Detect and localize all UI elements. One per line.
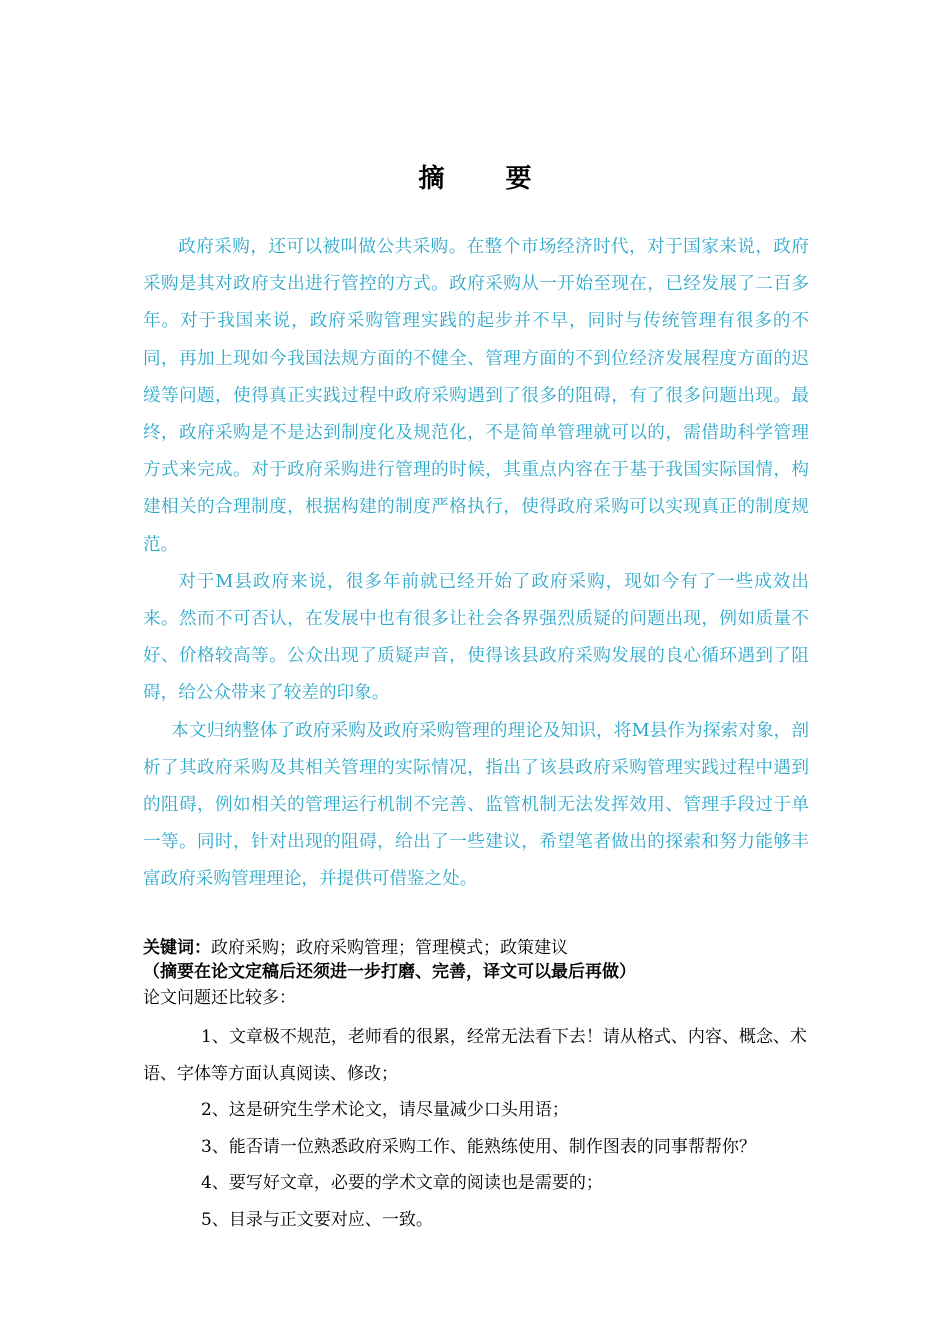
comments-list bbox=[143, 1019, 823, 1238]
comment-item-2: 2、这是研究生学术论文，请尽量减少口头用语； bbox=[201, 1100, 569, 1120]
advisor-note: （摘要在论文定稿后还须进一步打磨、完善，译文可以最后再做） bbox=[143, 962, 636, 982]
abstract-paragraph-1: 政府采购，还可以被叫做公共采购。在整个市场经济时代，对于国家来说，政府采购是其对政府支出进行管控的方式。政府采购从一开始至现在，已经发展了二百多年。对于我国来说，政府采购管理实践的起步并不早，同时与传统管理有很多的不同，再加上现如今我国法规方面的不健全、管理方面的不到位经济发展程度方面的迟缓等问题，使得真正实践过程中政府采购遇到了很多的阻碍，有了很多问题出现。最终，政府采购是不是达到制度化及规范化，不是简单管理就可以的，需借助科学管理方式来完成。对于政府采购进行管理的时候，其重点内容在于基于我国实际国情，构建相关的合理制度，根据构建的制度严格执行，使得政府采购可以实现真正的制度规范。 bbox=[143, 237, 809, 555]
abstract-paragraph-3: 本文归纳整体了政府采购及政府采购管理的理论及知识，将M县作为探索对象，剖析了其政府采购及其相关管理的实际情况，指出了该县政府采购管理实践过程中遇到的阻碍，例如相关的管理运行机制不完善、监管机制无法发挥效用、管理手段过于单一等。同时，针对出现的阻碍，给出了一些建议，希望笔者做出的探索和努力能够丰富政府采购管理理论，并提供可借鉴之处。 bbox=[143, 720, 809, 890]
comment-item-1: 1、文章极不规范，老师看的很累，经常无法看下去！请从格式、内容、概念、术语、字体等方面认真阅读、修改； bbox=[143, 1027, 807, 1084]
abstract-body bbox=[143, 229, 809, 899]
keywords-line bbox=[143, 936, 843, 960]
comment-item-3: 3、能否请一位熟悉政府采购工作、能熟练使用、制作图表的同事帮帮你？ bbox=[201, 1136, 756, 1157]
abstract-paragraph-2: 对于M县政府来说，很多年前就已经开始了政府采购，现如今有了一些成效出来。然而不可否认，在发展中也有很多让社会各界强烈质疑的问题出现，例如质量不好、价格较高等。公众出现了质疑声音，使得该县政府采购发展的良心循环遇到了阻碍，给公众带来了较差的印象。 bbox=[143, 571, 809, 704]
comments-intro: 论文问题还比较多： bbox=[143, 988, 296, 1008]
comment-item-5: 5、目录与正文要对应、一致。 bbox=[201, 1209, 433, 1230]
keywords-label: 关键词： bbox=[143, 938, 211, 958]
comment-item-4: 4、要写好文章，必要的学术文章的阅读也是需要的； bbox=[201, 1173, 603, 1193]
page-title: 摘 要 bbox=[418, 164, 558, 194]
keywords-text: 政府采购；政府采购管理；管理模式；政策建议 bbox=[211, 938, 568, 958]
